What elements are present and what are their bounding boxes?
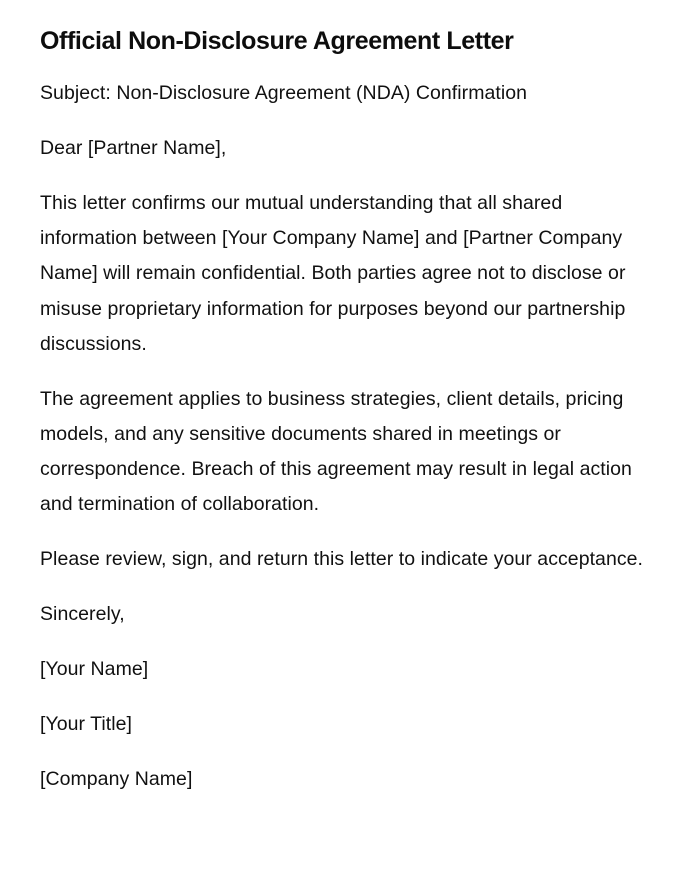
body-paragraph-1: This letter confirms our mutual understanding that all shared information between [Your Company Name] and [Partner Company Name] will remain confidential. Both parties agree not to disclose or misuse proprietary information for purposes beyond our partnership discussions. [40, 192, 626, 355]
body-paragraph-3: Please review, sign, and return this letter to indicate your acceptance. [40, 548, 644, 571]
signature-name: [Your Name] [40, 658, 149, 681]
letter-subject: Subject: Non-Disclosure Agreement (NDA) Confirmation [40, 82, 528, 104]
signature-title: [Your Title] [40, 713, 133, 736]
body-paragraph-2: The agreement applies to business strategies, client details, pricing models, and any sensitive documents shared in meetings or correspondence. Breach of this agreement may result in legal action and termination of collaboration. [40, 387, 632, 516]
letter-salutation: Dear [Partner Name], [40, 137, 227, 159]
letter-closing: Sincerely, [40, 603, 125, 626]
signature-company: [Company Name] [40, 768, 193, 791]
letter-title: Official Non-Disclosure Agreement Letter [40, 27, 514, 55]
